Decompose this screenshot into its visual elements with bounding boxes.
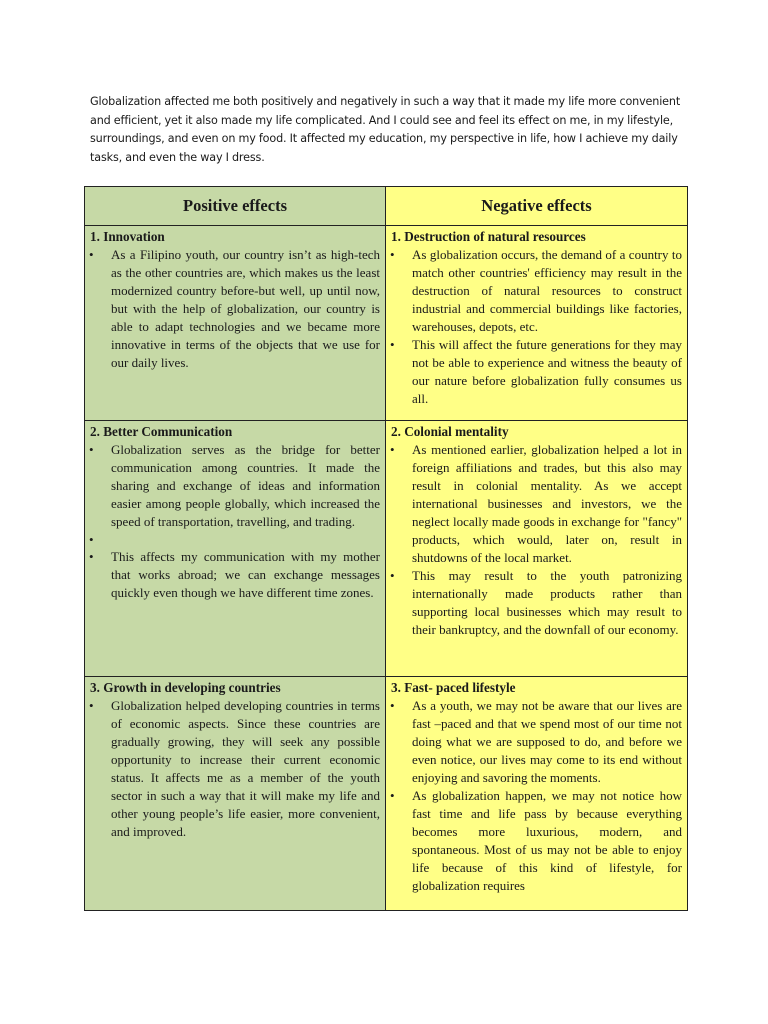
table-header-row bbox=[85, 187, 688, 226]
cell-title: 2. Better Communication bbox=[90, 424, 233, 439]
cell-title: 1. Innovation bbox=[90, 229, 165, 244]
cell-title: 3. Growth in developing countries bbox=[90, 680, 281, 695]
negative-cell-colonial-mentality bbox=[386, 421, 688, 677]
header-positive-effects: Positive effects bbox=[85, 187, 386, 226]
cell-clip bbox=[386, 677, 687, 910]
cell-title: 3. Fast- paced lifestyle bbox=[391, 680, 516, 695]
list-spacer bbox=[111, 531, 380, 548]
positive-cell-better-communication bbox=[85, 421, 386, 677]
bullet-item: • As globalization happen, we may not notice how fast time and life pass by because everything becomes more luxurious, modern, and spontaneous. Most of us may not be able to enjoy life because of this kind of lifestyle, for globalization requires bbox=[412, 787, 682, 895]
bullet-item: • This will affect the future generations for they may not be able to experience and witness the beauty of our nature before globalization fully consumes us all. bbox=[412, 336, 682, 408]
negative-cell-fast-paced-lifestyle bbox=[386, 677, 688, 911]
header-negative-effects: Negative effects bbox=[386, 187, 688, 226]
negative-cell-destruction-of-natural-resources bbox=[386, 226, 688, 421]
table-row bbox=[85, 226, 688, 421]
table-row bbox=[85, 421, 688, 677]
bullet-list bbox=[85, 441, 385, 602]
cell-title: 2. Colonial mentality bbox=[391, 424, 509, 439]
bullet-item: • This affects my communication with my mother that works abroad; we can exchange messages quickly even though we have different time zones. bbox=[111, 548, 380, 602]
bullet-list bbox=[85, 697, 385, 841]
bullet-item: • This may result to the youth patronizing internationally made products rather than supporting local businesses which may result to their bankruptcy, and the downfall of our economy. bbox=[412, 567, 682, 639]
bullet-item: • As a youth, we may not be aware that our lives are fast –paced and that we spend most of our time not doing what we are supposed to do, and before we even notice, our lives may come to its end without enjoying and savoring the moments. bbox=[412, 697, 682, 787]
bullet-list bbox=[386, 246, 687, 408]
bullet-list bbox=[386, 441, 687, 639]
intro-paragraph: Globalization affected me both positively and negatively in such a way that it made my life more convenient and efficient, yet it also made my life complicated. And I could see and feel its effect on me, in my lifestyle, surroundings, and even on my food. It affected my education, my perspective in life, how I achieve my daily tasks, and even the way I dress. bbox=[90, 95, 681, 164]
bullet-list bbox=[386, 697, 687, 895]
bullet-list bbox=[85, 246, 385, 372]
bullet-item: • Globalization serves as the bridge for better communication among countries. It made the sharing and exchange of ideas and information easier among people globally, which increased the speed of transportation, travelling, and trading. bbox=[111, 441, 380, 531]
effects-table bbox=[84, 186, 688, 911]
bullet-item: • Globalization helped developing countries in terms of economic aspects. Since these countries are gradually growing, they will seek any possible opportunity to increase their current economic status. It affects me as a member of the youth sector in such a way that it will make my life and other young people’s life easier, more convenient, and improved. bbox=[111, 697, 380, 841]
bullet-item: • As mentioned earlier, globalization helped a lot in foreign affiliations and trades, but this also may result in colonial mentality. As we accept international businesses and investors, we the neglect locally made goods in exchange for "fancy" products, which would, later on, result in shutdowns of the local market. bbox=[412, 441, 682, 567]
bullet-item: • As globalization occurs, the demand of a country to match other countries' efficiency may result in the destruction of natural resources to construct industrial and commercial buildings like factories, warehouses, depots, etc. bbox=[412, 246, 682, 336]
bullet-item: • As a Filipino youth, our country isn’t as high-tech as the other countries are, which makes us the least modernized country before-but well, up until now, but with the help of globalization, our country is able to adapt technologies and we became more innovative in terms of the objects that we use for our daily lives. bbox=[111, 246, 380, 372]
positive-cell-growth-in-developing-countries bbox=[85, 677, 386, 911]
positive-cell-innovation bbox=[85, 226, 386, 421]
cell-title: 1. Destruction of natural resources bbox=[391, 229, 586, 244]
table-row bbox=[85, 677, 688, 911]
